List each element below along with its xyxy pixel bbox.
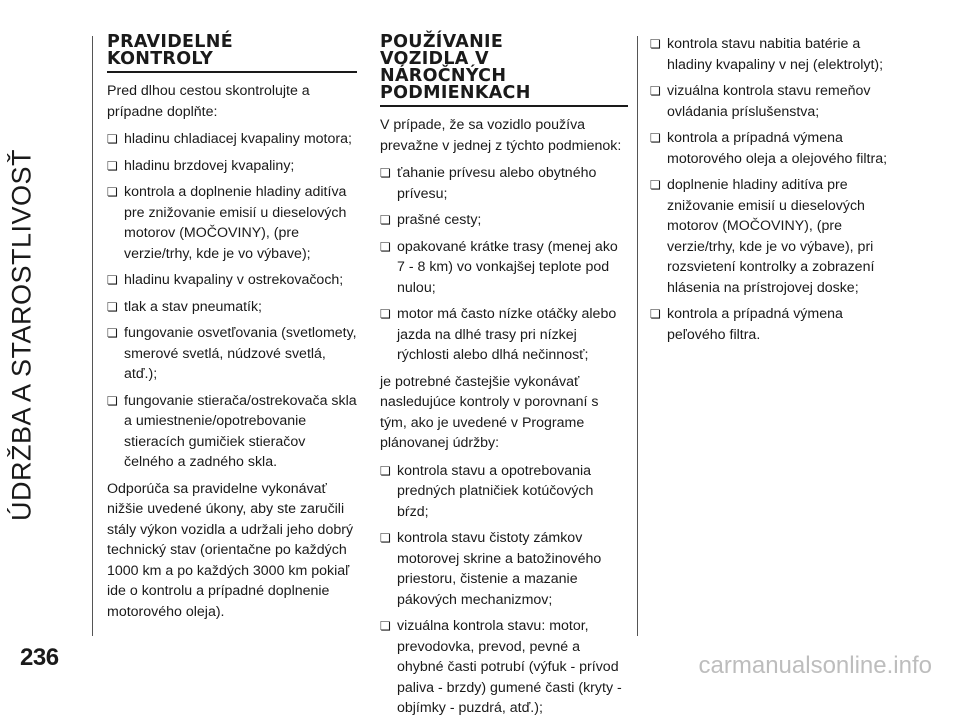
column-divider-right [637, 36, 638, 636]
checkbox-icon [380, 163, 397, 184]
checkbox-icon [650, 34, 667, 55]
heading-severe-conditions: POUŽÍVANIE VOZIDLA V NÁROČNÝCH PODMIENKACH [380, 34, 628, 107]
checkbox-icon [107, 270, 124, 291]
checkbox-icon [107, 129, 124, 150]
checklist-item: ❏prašné cesty; [380, 210, 628, 231]
checkbox-icon [107, 156, 124, 177]
checklist-item: ❏kontrola stavu nabitia batérie a hladiny kvapaliny v nej (elektrolyt); [650, 34, 890, 75]
column-regular-checks [107, 34, 357, 629]
checkbox-icon [380, 528, 397, 549]
checkbox-icon [380, 304, 397, 325]
heading-regular-checks: PRAVIDELNÉ KONTROLY [107, 34, 357, 73]
checkbox-icon [380, 616, 397, 637]
paragraph-middle: je potrebné častejšie vykonávať nasledujúce kontroly v porovnaní s tým, ako je uvedené v Programe plánovanej údržby: [380, 373, 599, 451]
checkbox-icon [380, 210, 397, 231]
checklist-item: ❏vizuálna kontrola stavu remeňov ovládania príslušenstva; [650, 81, 890, 122]
checklist-item: ❏motor má často nízke otáčky alebo jazda na dlhé trasy pri nízkej rýchlosti alebo dlhá nečinnosť; [380, 304, 628, 366]
checklist-item: ❏kontrola stavu a opotrebovania predných platničiek kotúčových bŕzd; [380, 461, 628, 523]
checkbox-icon [107, 391, 124, 412]
checklist-item: ❏hladinu chladiacej kvapaliny motora; [107, 129, 357, 150]
checklist-item: ❏fungovanie stierača/ostrekovača skla a umiestnenie/opotrebovanie stieracích gumičiek stieračov čelného a zadného skla. [107, 391, 357, 473]
checklist-item: ❏hladinu brzdovej kvapaliny; [107, 156, 357, 177]
checkbox-icon [107, 182, 124, 203]
checkbox-icon [380, 461, 397, 482]
checklist-item: ❏hladinu kvapaliny v ostrekovačoch; [107, 270, 357, 291]
checkbox-icon [650, 81, 667, 102]
paragraph-intro: Pred dlhou cestou skontrolujte a prípadne doplňte: [107, 83, 310, 120]
checklist-item: ❏kontrola stavu čistoty zámkov motorovej skrine a batožinového priestoru, čistenie a mazanie pákových mechanizmov; [380, 528, 628, 610]
checklist-item: ❏kontrola a doplnenie hladiny aditíva pre znižovanie emisií u dieselových motorov (MOČOVINY), (pre verzie/trhy, kde je vo výbave); [107, 182, 357, 264]
checklist-item: ❏kontrola a prípadná výmena motorového oleja a olejového filtra; [650, 128, 890, 169]
checklist-item: ❏tlak a stav pneumatík; [107, 297, 357, 318]
page-number: 236 [20, 644, 59, 671]
checkbox-icon [650, 175, 667, 196]
checkbox-icon [650, 128, 667, 149]
checkbox-icon [107, 323, 124, 344]
checklist-item: ❏ťahanie prívesu alebo obytného prívesu; [380, 163, 628, 204]
column-severe-conditions-continued [650, 34, 890, 351]
column-divider-left [92, 36, 93, 636]
checklist-item: ❏kontrola a prípadná výmena peľového filtra. [650, 304, 890, 345]
paragraph-outro: Odporúča sa pravidelne vykonávať nižšie uvedené úkony, aby ste zaručili stály výkon vozidla a udržali jeho dobrý technický stav (orientačne po každých 1000 km a po každých 3000 km pokiaľ ide o kontrolu a prípadné doplnenie motorového oleja). [107, 480, 354, 620]
checkbox-icon [650, 304, 667, 325]
checklist-item: ❏fungovanie osvetľovania (svetlomety, smerové svetlá, núdzové svetlá, atď.); [107, 323, 357, 385]
column-severe-conditions [380, 34, 628, 725]
paragraph-intro: V prípade, že sa vozidlo používa prevažne v jednej z týchto podmienok: [380, 117, 622, 154]
checklist-item: ❏vizuálna kontrola stavu: motor, prevodovka, prevod, pevné a ohybné časti potrubí (výfuk - prívod paliva - brzdy) gumené časti (kryty - objímky - puzdrá, atď.); [380, 616, 628, 719]
checklist-item: ❏doplnenie hladiny aditíva pre znižovanie emisií u dieselových motorov (MOČOVINY), (pre verzie/trhy, kde je vo výbave), pri rozsvietení kontrolky a zobrazení hlásenia na prístrojovej doske; [650, 175, 890, 298]
checkbox-icon [107, 297, 124, 318]
watermark-text: carmanualsonline.info [698, 652, 932, 679]
checkbox-icon [380, 237, 397, 258]
checklist-item: ❏opakované krátke trasy (menej ako 7 - 8 km) vo vonkajšej teplote pod nulou; [380, 237, 628, 299]
section-side-title-text: ÚDRŽBA A STAROSTLIVOSŤ [6, 148, 37, 522]
